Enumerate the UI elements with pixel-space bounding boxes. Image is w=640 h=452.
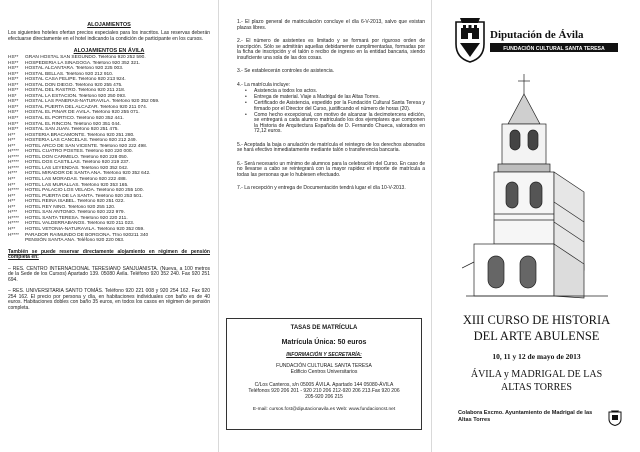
- hotel-name-phone: HOSTAL EL PÓRTICO. Teléfono 920 352 441.: [25, 116, 124, 122]
- hotel-name-phone: HOTEL LAS LEYENDAS. Teléfono 920 352 042.: [25, 165, 129, 171]
- hotel-category: HS**: [8, 116, 19, 122]
- note-2: 2.- El número de asistentes es limitado y se formará por riguroso orden de inscripción. Sólo se admitirán aquellas debidamente cumplimentadas, formadas por la ficha de inscripción y el talón o recibo de ingreso en la entidad bancaria, siendo insuficiente una sola de las dos cosas.: [237, 38, 425, 61]
- hotel-name-phone: GRAN HOSTAL SAN SEGUNDO. Teléfono 920 252 590.: [25, 55, 146, 60]
- hotel-name-phone: HOSTAL LA ESTACIÓN. Teléfono 920 250 093.: [25, 93, 127, 99]
- avila-accommodation-heading: ALOJAMIENTOS EN ÁVILA: [73, 48, 145, 54]
- hotel-name-phone: HOSTERÍA LAS CANCELAS. Teléfono 920 212 249.: [25, 138, 137, 144]
- hotel-category: HS**: [8, 110, 19, 116]
- hotel-category: HS*: [8, 93, 17, 99]
- logo-subtitle: FUNDACIÓN CULTURAL SANTA TERESA: [503, 46, 605, 52]
- hotel-name-phone: HOTEL MIRADOR DE SANTA ANA. Teléfono 920 352 642.: [25, 171, 151, 177]
- list-item: • Asistencia a todos los actos.: [245, 89, 425, 95]
- hotel-name-phone: HOSPEDERÍA LA SINAGOGA. Teléfono 920 352 321.: [25, 60, 141, 66]
- hotel-list: [8, 55, 210, 238]
- pension-heading: También se puede reservar directamente alojamiento en régimen de pensión completa en:: [8, 248, 210, 261]
- hotel-name-phone: HOTEL VETONIA-NATURÁVILA. Teléfono 920 352 059.: [25, 226, 145, 232]
- note-1: 1.- El plazo general de matriculación concluye el día 6-V-2013, salvo que existan plazas libres.: [237, 19, 425, 31]
- address: C/Los Canteros, s/n 05005 ÁVILA. Apartado 144 05080-ÁVILA: [254, 381, 394, 388]
- hotel-name-phone: HOSTAL CASA FELIPE. Teléfono 920 213 924.: [25, 77, 126, 83]
- hotel-name-phone: HOTEL SAN ANTONIO. Teléfono 920 222 979.: [25, 210, 125, 216]
- hotel-category: H****: [8, 215, 19, 221]
- course-places: [432, 368, 640, 394]
- hotel-category: HS**: [8, 99, 19, 105]
- pension-option-1: – RES. CENTRO INTERNACIONAL TERESIANO SANJUANISTA. (Nueva, a 100 metros de la Sede de los Cursos) Apartado 139. 05080 Ávila. Teléfono 920 352 240. Fax 920 251 694.: [8, 265, 210, 283]
- accommodation-title: ALOJAMIENTOS: [87, 22, 131, 28]
- fee-amount: Matrícula Única: 50 euros: [281, 339, 367, 346]
- hotel-name-phone: HOTEL VALDERRÁBANOS. Teléfono 920 211 023.: [25, 221, 135, 227]
- note-3: 3.- Se establecerán controles de asistencia.: [237, 68, 334, 74]
- hotel-name-phone: HOSTAL ALCÁNTARA. Teléfono 920 225 003.: [25, 66, 124, 72]
- accommodation-column: [0, 0, 218, 452]
- course-title: [432, 312, 640, 344]
- hotel-category: HS**: [8, 60, 19, 66]
- hotel-category: HS**: [8, 82, 19, 88]
- note-6: 6.- Será necesario un mínimo de alumnos para la celebración del Curso. En caso de no llevarse a cabo se reintegrará con la mayor rapidez el importe de matrícula a todas las personas que lo hubiesen efectuado.: [237, 160, 425, 178]
- note-4-list: [245, 89, 425, 135]
- hotel-name-phone: HOTEL LAS MURALLAS. Teléfono 920 353 165.: [25, 182, 129, 188]
- org-name: FUNDACIÓN CULTURAL SANTA TERESA: [276, 363, 372, 369]
- hotel-category: H**: [8, 199, 16, 205]
- note-4: [237, 83, 425, 135]
- hotel-category: H****: [8, 154, 19, 160]
- hotel-name-phone: HOTEL REINA ISABEL. Teléfono 920 251 022.: [25, 199, 125, 205]
- hotel-name-phone: HOSTAL EL PINAR DE ÁVILA. Teléfono 920 255 071.: [25, 110, 140, 116]
- hotel-category: HS**: [8, 66, 19, 72]
- note-7: 7.- La recepción y entrega de Documentación tendrá lugar el día 10-V-2013.: [237, 185, 406, 191]
- hotel-category: H**: [8, 132, 16, 138]
- hotel-name-phone: HOTEL PALACIO LOS VELADA. Teléfono 920 255 100.: [25, 188, 144, 194]
- fees-box: [226, 318, 422, 430]
- church-tower-drawing: [462, 72, 612, 304]
- course-places-line-1: ÁVILA y MADRIGAL DE LAS: [470, 369, 603, 380]
- hotel-name-phone: HOTEL DOS CASTILLAS. Teléfono 920 219 237.: [25, 160, 130, 166]
- hotel-category: H****: [8, 221, 19, 227]
- hotel-category: H**: [8, 182, 16, 188]
- hotel-category: HS**: [8, 121, 19, 127]
- course-dates: 10, 11 y 12 de mayo de 2013: [492, 352, 581, 361]
- hotel-category: H****: [8, 165, 19, 171]
- phones: Teléfonos 920 206 201 - 920 210 206 212-920 206 213.Fax 920 206: [248, 387, 400, 394]
- pension-option-2: – RES. UNIVERSITARIA SANTO TOMÁS. Teléfono 920 221 008 y 920 254 162. Fax 920 254 162. El precio por persona y día, en habitaciones individuales con baño es de 40 euros. Habitaciones dobles con baño 35 euros, en todos los casos en régimen de pensión completa.: [8, 288, 210, 311]
- cover-column: [431, 0, 640, 452]
- hotel-name-phone: HOSTERÍA BRACAMONTE. Teléfono 920 251 280.: [25, 132, 135, 138]
- contact-email-web[interactable]: E-mail: cursos.fcst@diputacionavila.es Web: www.fundacioncst.net: [252, 407, 396, 413]
- hotel-category: HS**: [8, 55, 19, 60]
- hotel-name-phone: HOSTAL DEL RASTRO. Teléfono 920 211 218.: [25, 88, 126, 94]
- hotel-category: H**: [8, 177, 16, 183]
- hotel-category: HS**: [8, 127, 19, 133]
- hotel-name-phone: HOSTAL BELLAS. Teléfono 920 212 910.: [25, 71, 114, 77]
- accommodation-intro: Los siguientes hoteles ofertan precios especiales para los inscritos. Las reservas deberán efectuarse directamente en el hotel indicando la condición de participante en los cursos.: [8, 30, 210, 42]
- hotel-category: H**: [8, 138, 16, 144]
- hotel-name-phone: HOTEL SANTA TERESA. Teléfono 920 220 211.: [25, 215, 128, 221]
- hotel-category: H**: [8, 204, 16, 210]
- phones-2: 205-920 206 215: [305, 394, 343, 401]
- town-coat-of-arms-icon: [608, 410, 622, 426]
- hotel-name-phone: HOTEL PUERTA DE LA SANTA. Teléfono 920 253 501.: [25, 193, 143, 199]
- hotel-category: HS**: [8, 77, 19, 83]
- fees-title: TASAS DE MATRÍCULA: [290, 325, 358, 331]
- hotel-category: H**: [8, 226, 16, 232]
- hotel-category: H****: [8, 232, 19, 238]
- hotel-name-phone: HOSTAL DON DIEGO. Teléfono 920 255 475.: [25, 82, 123, 88]
- logo-text: Diputación de Ávila: [490, 29, 584, 41]
- hotel-category: H***: [8, 210, 18, 216]
- collaboration-note: Colabora Excmo. Ayuntamiento de Madrigal de las Altas Torres: [458, 410, 593, 423]
- list-item: • Entrega de material. Viaje a Madrigal de las Altas Torres.: [245, 95, 425, 101]
- hotel-name-phone: HOTEL REY NIÑO. Teléfono 920 255 120.: [25, 204, 116, 210]
- hotel-name-phone: HOSTAL PUERTA DEL ALCÁZAR. Teléfono 920 211 074.: [25, 104, 148, 110]
- hotel-category: H**: [8, 193, 16, 199]
- hotel-category: H****: [8, 149, 19, 155]
- hotel-name-phone: HOTEL ARCO DE SAN VICENTE. Teléfono 920 222 498.: [25, 143, 148, 149]
- hotel-category: H**: [8, 143, 16, 149]
- course-places-line-2: ALTAS TORRES: [501, 382, 572, 393]
- hotel-category: HS**: [8, 88, 19, 94]
- list-item: • Certificado de Asistencia, expedido por la Fundación Cultural Santa Teresa y firmado por el Director del Curso, justificando el número de horas (20).: [245, 101, 425, 112]
- hotel-name-phone: HOTEL CUATRO POSTES. Teléfono 920 220 000.: [25, 149, 133, 155]
- course-title-line-2: DEL ARTE ABULENSE: [473, 329, 600, 343]
- info-title: INFORMACIÓN Y SECRETARÍA:: [286, 352, 362, 358]
- hotel-category: H***: [8, 171, 18, 177]
- building-name: Edificio Centros Universitarios: [290, 369, 358, 376]
- note-5: 5.- Aceptada la baja o anulación de matrícula el reintegro de los derechos abonados se hará efectivo inmediatamente mediante talón o transferencia bancaria.: [237, 141, 425, 153]
- hotel-name-phone: HOSTAL SAN JUAN. Teléfono 920 251 475.: [25, 127, 119, 133]
- hotel-category: H****: [8, 188, 19, 194]
- hotel-last-line: PENSIÓN SANTA ANA. Teléfono 920 220 063.: [25, 238, 125, 244]
- note-4-intro: 4.- La matrícula incluye:: [237, 81, 291, 88]
- hotel-name-phone: HOTEL LAS MORADAS. Teléfono 920 222 488.: [25, 177, 127, 183]
- diputacion-avila-logo: [454, 14, 624, 64]
- hotel-category: HS**: [8, 71, 19, 77]
- hotel-category: H****: [8, 160, 19, 166]
- hotel-name-phone: HOSTAL EL RINCÓN. Teléfono 920 351 044.: [25, 121, 121, 127]
- hotel-name-phone: HOTEL DON CARMELO. Teléfono 920 228 050.: [25, 154, 128, 160]
- coat-of-arms-icon: [456, 18, 484, 62]
- course-title-line-1: XIII CURSO DE HISTORIA: [462, 313, 611, 327]
- list-item: • Como hecho excepcional, con motivo de alcanzar la decimotercera edición, se entregará a cada alumno matriculado los dos ejemplares que componen la Historia de Arquitectura Española de D. Fernando Chueca, valorados en 72,12 euros.: [245, 113, 425, 135]
- hotel-category: HS**: [8, 104, 19, 110]
- hotel-name-phone: HOSTAL LAS PANERAS-NATURÁVILA. Teléfono 920 352 059.: [25, 99, 160, 105]
- hotel-name-phone: PARADOR RAIMUNDO DE BORGOÑA. Tfno 920211 340: [25, 232, 149, 238]
